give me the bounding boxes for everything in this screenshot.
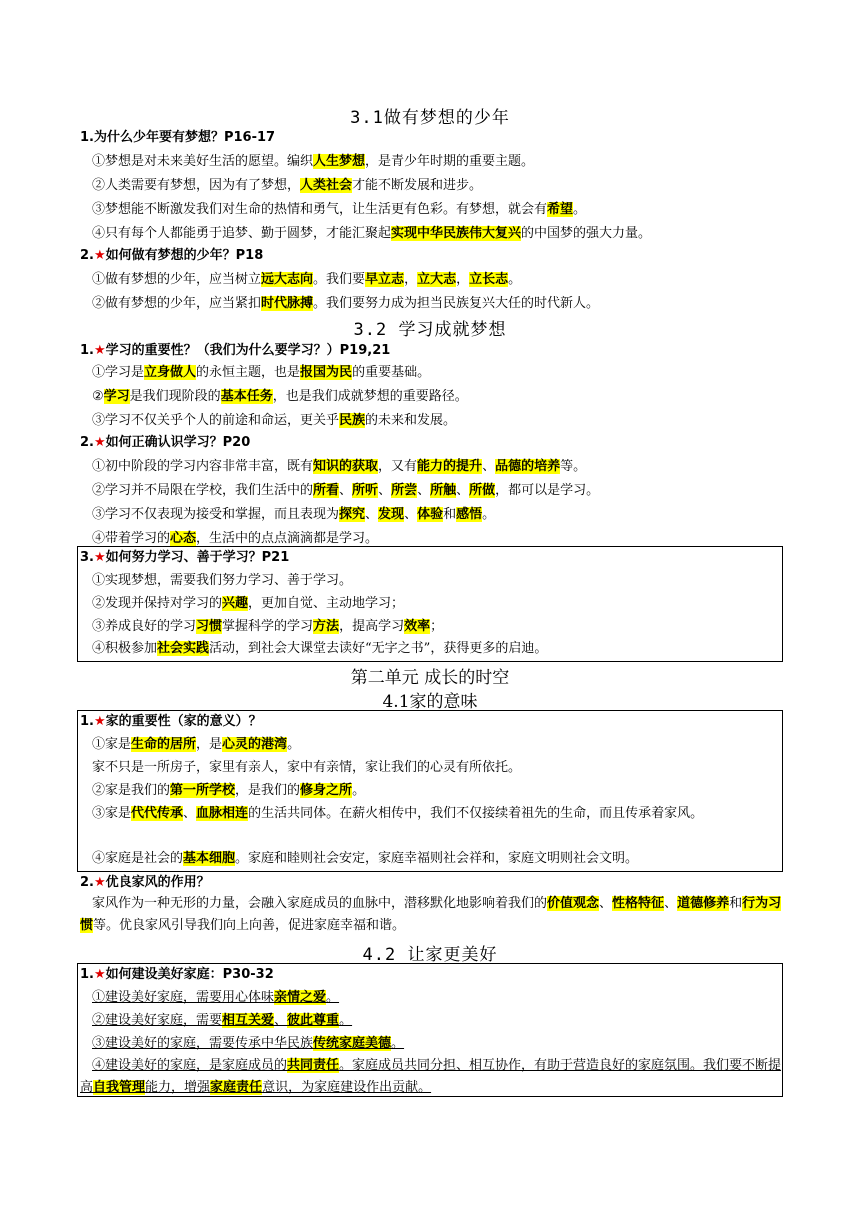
text-segment: ②发现并保持对学习的 bbox=[92, 596, 223, 611]
star-icon: ★ bbox=[93, 343, 106, 358]
text-segment: 。 bbox=[352, 783, 366, 798]
text-segment: ③家是 bbox=[92, 806, 132, 821]
text-segment: ④带着学习的 bbox=[92, 531, 171, 546]
highlighted-term: 方法 bbox=[313, 619, 340, 634]
highlighted-term: 所看 bbox=[313, 483, 340, 498]
text-segment: 、 bbox=[365, 507, 379, 522]
highlighted-term: 彼此尊重 bbox=[287, 1013, 340, 1028]
answer-line bbox=[92, 1033, 796, 1055]
highlighted-term: 亲情之爱 bbox=[274, 990, 327, 1005]
answer-line bbox=[92, 1010, 796, 1032]
star-icon: ★ bbox=[93, 248, 106, 263]
text-segment: 。 bbox=[508, 272, 522, 287]
text-segment: 意识，为家庭建设作出贡献。 bbox=[262, 1080, 432, 1095]
highlighted-term: 心态 bbox=[170, 531, 197, 546]
answer-line bbox=[92, 293, 796, 315]
text-segment: 和 bbox=[443, 507, 457, 522]
text-segment: ①做有梦想的少年，应当树立 bbox=[92, 272, 262, 287]
answer-line bbox=[92, 175, 796, 197]
text-segment: ①家是 bbox=[92, 737, 132, 752]
text-segment: 能力，增强 bbox=[145, 1080, 211, 1095]
highlighted-term: 实现中华民族伟大复兴 bbox=[391, 226, 522, 241]
answer-line bbox=[92, 480, 796, 502]
text-segment: 家风作为一种无形的力量，会融入家庭成员的血脉中，潜移默化地影响着我们的 bbox=[92, 896, 548, 911]
text-segment: ②学习并不局限在学校，我们生活中的 bbox=[92, 483, 314, 498]
highlighted-term: 修身之所 bbox=[300, 783, 353, 798]
highlighted-term: 价值观念 bbox=[547, 896, 600, 911]
text-segment: 。家庭成员共同分担、相互协作，有助于营造良好的家庭氛围。我们要不断提高 bbox=[80, 1058, 782, 1095]
text-segment: ，提高学习 bbox=[339, 619, 405, 634]
answer-line bbox=[92, 199, 796, 221]
answer-paragraph bbox=[80, 893, 784, 937]
highlighted-term: 立大志 bbox=[417, 272, 457, 287]
highlighted-term: 兴趣 bbox=[222, 596, 249, 611]
highlighted-term: 能力的提升 bbox=[417, 459, 483, 474]
highlighted-term: 远大志向 bbox=[261, 272, 314, 287]
text-segment: 等。优良家风引导我们向上向善，促进家庭幸福和谐。 bbox=[93, 918, 406, 933]
highlighted-term: 性格特征 bbox=[612, 896, 665, 911]
text-segment: ③养成良好的学习 bbox=[92, 619, 197, 634]
highlighted-term: 自我管理 bbox=[93, 1080, 146, 1095]
highlighted-term: 立身做人 bbox=[144, 365, 197, 380]
answer-line bbox=[92, 362, 796, 384]
section-title-4-2: 4.2 让家更美好 bbox=[362, 945, 498, 965]
text-segment: 、 bbox=[378, 483, 392, 498]
text-segment: ，是我们的 bbox=[235, 783, 301, 798]
text-segment: ④家庭是社会的 bbox=[92, 851, 184, 866]
highlighted-term: 行为习惯 bbox=[80, 896, 782, 933]
question-heading: 1.★学习的重要性？（我们为什么要学习？）P19,21 bbox=[80, 343, 391, 358]
question-heading: 2.★如何做有梦想的少年？P18 bbox=[80, 248, 264, 263]
answer-line bbox=[92, 504, 796, 526]
answer-line bbox=[92, 593, 796, 615]
text-segment: ，都可以是学习。 bbox=[495, 483, 600, 498]
highlighted-term: 发现 bbox=[378, 507, 405, 522]
highlighted-term: 家庭责任 bbox=[210, 1080, 263, 1095]
highlighted-term: 早立志 bbox=[365, 272, 405, 287]
question-heading: 1.为什么少年要有梦想？P16-17 bbox=[80, 130, 276, 145]
highlighted-term: 社会实践 bbox=[157, 641, 210, 656]
answer-paragraph bbox=[80, 1055, 784, 1099]
highlighted-term: 共同责任 bbox=[287, 1058, 340, 1073]
answer-line bbox=[92, 570, 796, 592]
highlighted-term: 知识的获取 bbox=[313, 459, 379, 474]
answer-line bbox=[92, 410, 796, 432]
highlighted-term: 报国为民 bbox=[300, 365, 353, 380]
text-segment: 、 bbox=[664, 896, 678, 911]
text-segment: 的中国梦的强大力量。 bbox=[521, 226, 652, 241]
text-segment: 。 bbox=[326, 990, 340, 1005]
highlighted-term: 感悟 bbox=[456, 507, 483, 522]
text-segment: ②家是我们的 bbox=[92, 783, 171, 798]
answer-line bbox=[92, 269, 796, 291]
answer-line bbox=[92, 780, 796, 802]
text-segment: ， bbox=[456, 272, 470, 287]
section-title-3-1: 3.1做有梦想的少年 bbox=[350, 108, 510, 128]
unit-title: 第二单元 成长的时空 bbox=[350, 668, 510, 688]
text-segment: 、 bbox=[274, 1013, 288, 1028]
text-segment: ④建设美好的家庭，是家庭成员的 bbox=[92, 1058, 288, 1073]
highlighted-term: 时代脉搏 bbox=[261, 296, 314, 311]
text-segment: 、 bbox=[183, 806, 197, 821]
highlighted-term: 心灵的港湾 bbox=[222, 737, 288, 752]
text-segment: ，也是我们成就梦想的重要路径。 bbox=[272, 389, 468, 404]
highlighted-term: 道德修养 bbox=[677, 896, 730, 911]
highlighted-term: 探究 bbox=[339, 507, 366, 522]
question-heading: 2.★如何正确认识学习？P20 bbox=[80, 435, 251, 450]
question-heading: 1.★如何建设美好家庭：P30-32 bbox=[80, 967, 274, 982]
text-segment: ①实现梦想，需要我们努力学习、善于学习。 bbox=[92, 573, 353, 588]
text-segment: 、 bbox=[482, 459, 496, 474]
star-icon: ★ bbox=[93, 875, 106, 890]
answer-line bbox=[92, 456, 796, 478]
text-segment: 掌握科学的学习 bbox=[222, 619, 314, 634]
highlighted-term: 血脉相连 bbox=[196, 806, 249, 821]
answer-line bbox=[92, 848, 796, 870]
text-segment: 。 bbox=[287, 737, 301, 752]
text-segment: 是我们现阶段的 bbox=[129, 389, 221, 404]
text-segment: ，是青少年时期的重要主题。 bbox=[365, 154, 535, 169]
text-segment: 、 bbox=[404, 507, 418, 522]
text-segment: ，是 bbox=[196, 737, 223, 752]
answer-line bbox=[92, 638, 796, 660]
answer-line bbox=[92, 386, 796, 408]
star-icon: ★ bbox=[93, 714, 106, 729]
highlighted-term: 生命的居所 bbox=[131, 737, 197, 752]
answer-line bbox=[92, 223, 796, 245]
answer-line bbox=[92, 151, 796, 173]
text-segment: 的永恒主题，也是 bbox=[196, 365, 301, 380]
highlighted-term: 人生梦想 bbox=[313, 154, 366, 169]
highlighted-term: 所听 bbox=[352, 483, 379, 498]
highlighted-term: 传统家庭美德 bbox=[313, 1036, 392, 1051]
highlighted-term: 代代传承 bbox=[131, 806, 184, 821]
text-segment: 、 bbox=[417, 483, 431, 498]
text-segment: 的生活共同体。在薪火相传中，我们不仅接续着祖先的生命，而且传承着家风。 bbox=[248, 806, 704, 821]
highlighted-term: 相互关爱 bbox=[222, 1013, 275, 1028]
text-segment: ，更加自觉、主动地学习； bbox=[248, 596, 405, 611]
answer-line bbox=[92, 987, 796, 1009]
star-icon: ★ bbox=[93, 435, 106, 450]
answer-line bbox=[92, 616, 796, 638]
answer-line bbox=[92, 734, 796, 756]
text-segment: ； bbox=[430, 619, 444, 634]
text-segment: ①梦想是对未来美好生活的愿望。编织 bbox=[92, 154, 314, 169]
text-segment: ④只有每个人都能勇于追梦、勤于圆梦，才能汇聚起 bbox=[92, 226, 392, 241]
text-segment: 活动，到社会大课堂去读好“无字之书”，获得更多的启迪。 bbox=[209, 641, 548, 656]
text-segment: ②做有梦想的少年，应当紧扣 bbox=[92, 296, 262, 311]
text-segment: ②建设美好家庭，需要 bbox=[92, 1013, 223, 1028]
text-segment: 等。 bbox=[560, 459, 587, 474]
star-icon: ★ bbox=[93, 550, 106, 565]
text-segment: ①学习是 bbox=[92, 365, 145, 380]
text-segment: 才能不断发展和进步。 bbox=[352, 178, 483, 193]
text-segment: 。 bbox=[339, 1013, 353, 1028]
text-segment: 、 bbox=[339, 483, 353, 498]
text-segment: 。 bbox=[391, 1036, 405, 1051]
text-segment: 的重要基础。 bbox=[352, 365, 431, 380]
question-heading: 1.★家的重要性（家的意义）？ bbox=[80, 714, 262, 729]
question-heading: 3.★如何努力学习、善于学习？P21 bbox=[80, 550, 290, 565]
text-segment: ①初中阶段的学习内容非常丰富，既有 bbox=[92, 459, 314, 474]
text-segment: 。我们要努力成为担当民族复兴大任的时代新人。 bbox=[313, 296, 600, 311]
text-segment: ，生活中的点点滴滴都是学习。 bbox=[196, 531, 379, 546]
highlighted-term: 人类社会 bbox=[300, 178, 353, 193]
highlighted-term: 希望 bbox=[547, 202, 574, 217]
highlighted-term: 所尝 bbox=[391, 483, 418, 498]
text-segment: 的未来和发展。 bbox=[365, 413, 457, 428]
text-segment: 和 bbox=[729, 896, 743, 911]
highlighted-term: 学习 bbox=[103, 389, 130, 404]
text-segment: 家不只是一所房子，家里有亲人，家中有亲情，家让我们的心灵有所依托。 bbox=[92, 760, 522, 775]
highlighted-term: 所做 bbox=[469, 483, 496, 498]
text-segment: 。家庭和睦则社会安定，家庭幸福则社会祥和，家庭文明则社会文明。 bbox=[235, 851, 639, 866]
highlighted-term: 品德的培养 bbox=[495, 459, 561, 474]
highlighted-term: 习惯 bbox=[196, 619, 223, 634]
question-heading: 2.★优良家风的作用？ bbox=[80, 875, 210, 890]
text-segment: 、 bbox=[456, 483, 470, 498]
highlighted-term: 体验 bbox=[417, 507, 444, 522]
section-title-3-2: 3.2 学习成就梦想 bbox=[353, 320, 507, 340]
text-segment: ， bbox=[404, 272, 418, 287]
star-icon: ★ bbox=[93, 967, 106, 982]
answer-line bbox=[92, 757, 796, 779]
highlighted-term: 基本细胞 bbox=[183, 851, 236, 866]
text-segment: ②人类需要有梦想，因为有了梦想， bbox=[92, 178, 301, 193]
answer-paragraph bbox=[80, 803, 784, 825]
text-segment: 。 bbox=[573, 202, 587, 217]
highlighted-term: 民族 bbox=[339, 413, 366, 428]
text-segment: ③学习不仅表现为接受和掌握，而且表现为 bbox=[92, 507, 340, 522]
text-segment: ①建设美好家庭，需要用心体味 bbox=[92, 990, 275, 1005]
highlighted-term: 第一所学校 bbox=[170, 783, 236, 798]
text-segment: ③建设美好的家庭，需要传承中华民族 bbox=[92, 1036, 314, 1051]
text-segment: 。我们要 bbox=[313, 272, 366, 287]
text-segment: ，又有 bbox=[378, 459, 418, 474]
text-segment: ③梦想能不断激发我们对生命的热情和勇气，让生活更有色彩。有梦想，就会有 bbox=[92, 202, 548, 217]
text-segment: 、 bbox=[599, 896, 613, 911]
highlighted-term: 效率 bbox=[404, 619, 431, 634]
highlighted-term: 立长志 bbox=[469, 272, 509, 287]
text-segment: ② bbox=[92, 389, 104, 404]
highlighted-term: 基本任务 bbox=[220, 389, 273, 404]
text-segment: ③学习不仅关乎个人的前途和命运，更关乎 bbox=[92, 413, 340, 428]
text-segment: ④积极参加 bbox=[92, 641, 158, 656]
section-title-4-1: 4.1家的意味 bbox=[382, 692, 478, 712]
text-segment: 。 bbox=[482, 507, 496, 522]
highlighted-term: 所触 bbox=[430, 483, 457, 498]
